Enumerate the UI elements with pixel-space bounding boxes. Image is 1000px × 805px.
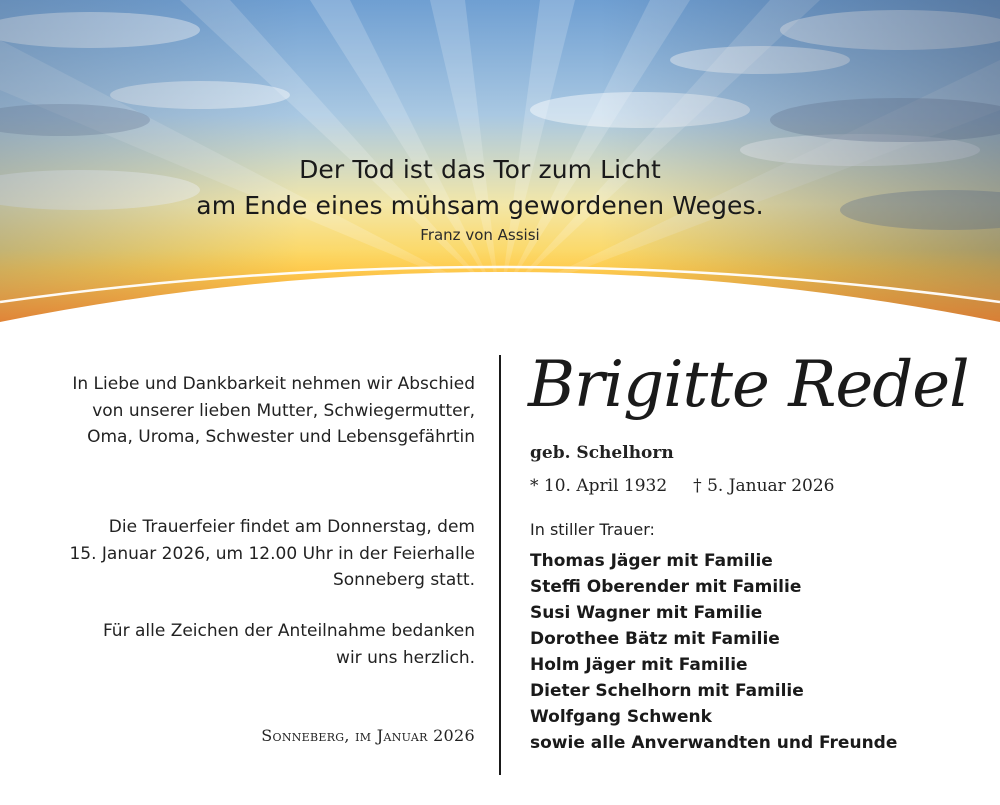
funeral-line-2: 15. Januar 2026, um 12.00 Uhr in der Feierhalle [69,543,475,564]
thanks-line-1: Für alle Zeichen der Anteilnahme bedanken [102,621,475,641]
mourner-item: Holm Jäger mit Familie [530,655,748,675]
farewell-line-3: Oma, Uroma, Schwester und Lebensgefährtin [87,427,475,447]
mourner-item: Wolfgang Schwenk [530,707,712,727]
funeral-line-1: Die Trauerfeier findet am Donnerstag, dem [108,517,475,537]
life-dates [530,476,834,496]
thanks-line-2: wir uns herzlich. [336,647,475,668]
mourner-item: Dieter Schelhorn mit Familie [530,681,804,701]
funeral-line-3: Sonneberg statt. [332,570,475,590]
mourner-item: Susi Wagner mit Familie [530,603,763,623]
mourning-label: In stiller Trauer: [530,520,655,539]
birth-date: * 10. April 1932 [530,476,668,496]
mourner-item: sowie alle Anverwandten und Freunde [530,733,898,753]
mourners-list [530,548,897,756]
farewell-line-2: von unserer lieben Mutter, Schwiegermutter, [92,400,475,421]
quote-author: Franz von Assisi [420,226,540,244]
mourner-item: Thomas Jäger mit Familie [530,551,773,571]
death-date: † 5. Januar 2026 [693,476,835,496]
farewell-line-1: In Liebe und Dankbarkeit nehmen wir Abschied [72,374,475,394]
quote-line-2: am Ende eines mühsam gewordenen Weges. [196,191,764,220]
place-and-date: Sonneberg, im Januar 2026 [261,726,475,745]
quote-line-1: Der Tod ist das Tor zum Licht [299,155,661,184]
mourner-item: Steffi Oberender mit Familie [530,577,802,597]
mourner-item: Dorothee Bätz mit Familie [530,629,780,649]
deceased-name: Brigitte Redel [528,348,969,422]
quote-block [0,152,960,244]
birth-name: geb. Schelhorn [530,443,674,463]
funeral-info-paragraph [20,514,475,594]
column-divider [499,355,501,775]
farewell-paragraph [20,371,475,451]
thanks-paragraph [20,618,475,671]
